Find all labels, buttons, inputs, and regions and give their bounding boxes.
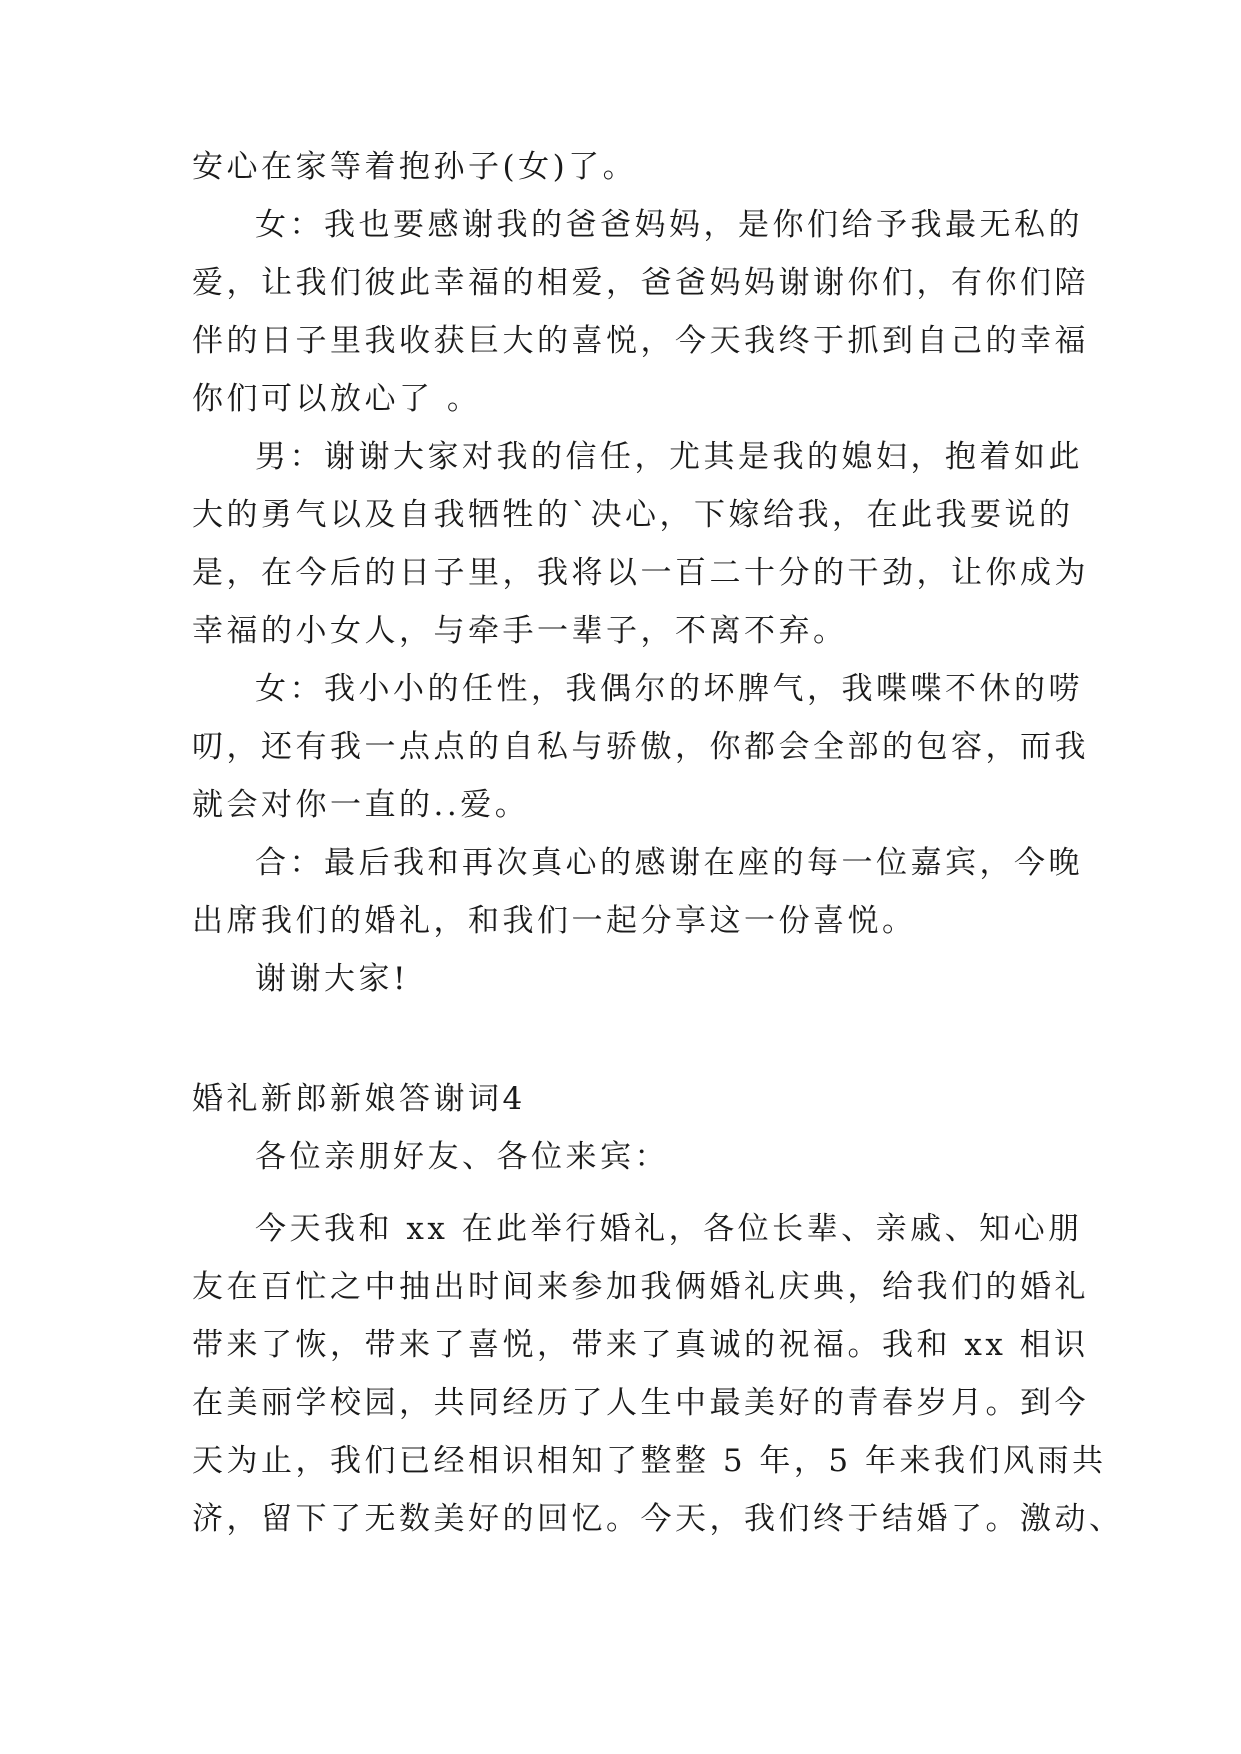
paragraph-line: 带来了恢，带来了喜悦，带来了真诚的祝福。我和 xx 相识 xyxy=(192,1327,1089,1363)
paragraph-line: 天为止，我们已经相识相知了整整 5 年，5 年来我们风雨共 xyxy=(192,1443,1107,1479)
section-heading: 婚礼新郎新娘答谢词4 xyxy=(192,1081,526,1117)
paragraph-line: 安心在家等着抱孙子(女)了。 xyxy=(192,149,638,185)
paragraph-line: 爱，让我们彼此幸福的相爱，爸爸妈妈谢谢你们，有你们陪 xyxy=(192,265,1089,301)
paragraph-line: 大的勇气以及自我牺牲的`决心，下嫁给我，在此我要说的 xyxy=(192,497,1074,533)
paragraph-line: 就会对你一直的..爱。 xyxy=(192,787,530,823)
paragraph-line: 友在百忙之中抽出时间来参加我俩婚礼庆典，给我们的婚礼 xyxy=(192,1269,1089,1305)
paragraph-line: 男：谢谢大家对我的信任，尤其是我的媳妇，抱着如此 xyxy=(255,439,1083,475)
paragraph-line: 是，在今后的日子里，我将以一百二十分的干劲，让你成为 xyxy=(192,555,1089,591)
paragraph-line: 谢谢大家! xyxy=(255,961,409,997)
paragraph-line: 在美丽学校园，共同经历了人生中最美好的青春岁月。到今 xyxy=(192,1385,1089,1421)
paragraph-line: 叨，还有我一点点的自私与骄傲，你都会全部的包容，而我 xyxy=(192,729,1089,765)
paragraph-line: 各位亲朋好友、各位来宾： xyxy=(255,1139,669,1175)
paragraph-line: 幸福的小女人，与牵手一辈子，不离不弃。 xyxy=(192,613,848,649)
paragraph-line: 合：最后我和再次真心的感谢在座的每一位嘉宾，今晚 xyxy=(255,845,1083,881)
paragraph-line: 今天我和 xx 在此举行婚礼，各位长辈、亲戚、知心朋 xyxy=(255,1211,1083,1247)
paragraph-line: 出席我们的婚礼，和我们一起分享这一份喜悦。 xyxy=(192,903,917,939)
paragraph-line: 女：我小小的任性，我偶尔的坏脾气，我喋喋不休的唠 xyxy=(255,671,1083,707)
paragraph-line: 济，留下了无数美好的回忆。今天，我们终于结婚了。激动、 xyxy=(192,1501,1124,1537)
paragraph-line: 伴的日子里我收获巨大的喜悦，今天我终于抓到自己的幸福 xyxy=(192,323,1089,359)
paragraph-line: 女：我也要感谢我的爸爸妈妈，是你们给予我最无私的 xyxy=(255,207,1083,243)
paragraph-line: 你们可以放心了 。 xyxy=(192,381,482,417)
